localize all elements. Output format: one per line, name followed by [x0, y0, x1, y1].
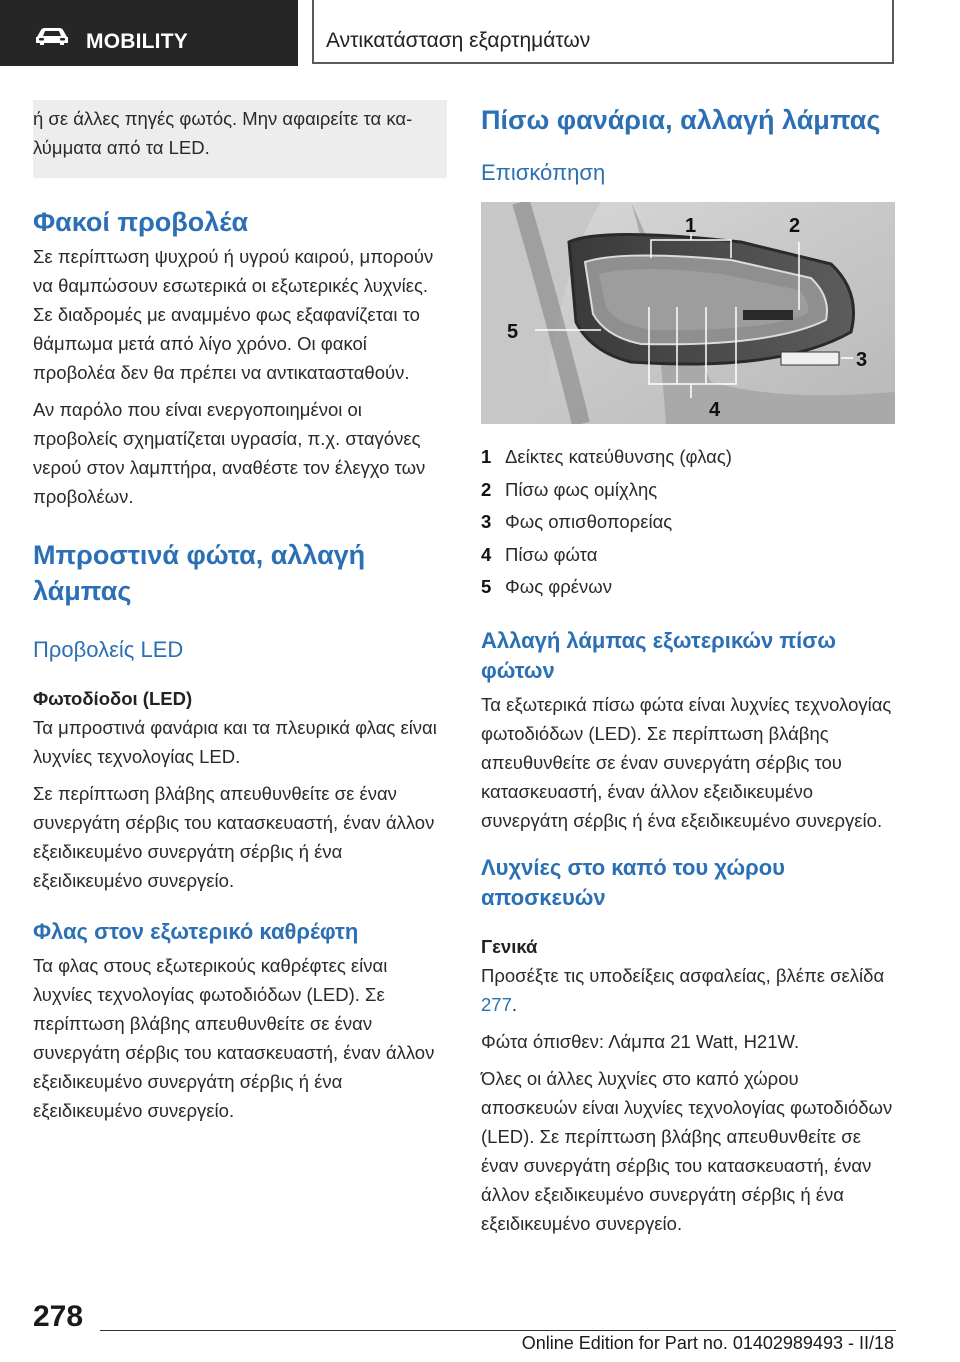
trunk-lights-heading-line-2: αποσκευών: [481, 884, 606, 910]
mirror-indicator-heading: Φλας στον εξωτερικό καθρέφτη: [33, 919, 359, 944]
note-line-2: λύμματα από τα LED.: [33, 137, 210, 158]
outer-rear-heading-line-2: φώτων: [481, 657, 555, 683]
legend-item: 4 Πίσω φώτα: [481, 543, 598, 565]
legend-item: 5 Φως φρένων: [481, 576, 612, 597]
note-box: [33, 100, 447, 178]
led-headlights-heading: Προβολείς LED: [33, 637, 184, 662]
callout-4: 4: [709, 399, 721, 421]
general-paragraph-2: Φώτα όπισθεν: Λάμπα 21 Watt, H21W.: [481, 1030, 800, 1052]
right-column: [481, 100, 895, 1246]
led-paragraph-1: Τα μπροστινά φανάρια και τα πλευρικά φλας είναι λυχνίες τεχνολογίας LED.: [33, 717, 437, 767]
legend-item: 1 Δείκτες κατεύθυνσης (φλας): [481, 446, 732, 467]
callout-5: 5: [507, 321, 519, 343]
section-tab: [0, 0, 298, 66]
trunk-lights-heading-line-1: Λυχνίες στο καπό του χώρου: [481, 854, 785, 880]
chapter-box: [312, 0, 894, 64]
legend-item: 2 Πίσω φως ομίχλης: [481, 478, 658, 500]
overview-heading: Επισκόπηση: [481, 160, 606, 185]
lenses-paragraph-2: Αν παρόλο που είναι ενεργοποιημένοι οι προβολείς σχηματίζεται υγρασία, π.χ. σταγόνες νερού στον λαμπτήρα, αναθέστε τον έλεγχο των προβολέων.: [33, 399, 426, 507]
chapter-title: Αντικατάσταση εξαρτημάτων: [326, 29, 591, 52]
lenses-paragraph-1: Σε περίπτωση ψυχρού ή υγρού καιρού, μπορούν να θαμπώσουν εσωτερικά οι εξωτερικές λυχνίες. Σε διαδρομές με αναμμένο φως εξαφανίζεται το θάμπωμα μετά από λίγο χρόνο. Οι φακοί προβολέα δεν θα πρέπει να αντικατασταθούν.: [33, 246, 434, 383]
led-paragraph-2: Σε περίπτωση βλάβης απευθυνθείτε σε έναν συνεργάτη σέρβις του κατασκευαστή, έναν άλλον εξειδικευμένο συνεργάτη σέρβις ή ένα εξειδικευμένο συνεργείο.: [33, 783, 435, 891]
general-paragraph-3: Όλες οι άλλες λυχνίες στο καπό χώρου αποσκευών είναι λυχνίες τεχνολογίας φωτοδιόδων (LED). Σε περίπτωση βλάβης απευθυνθείτε σε έναν συνεργάτη σέρβις του κατασκευαστή, έναν άλλον εξειδικευμένο συνεργάτη σέρβις ή ένα εξειδικευμένο συνεργείο.: [481, 1067, 893, 1234]
front-lights-heading-line-1: Μπροστινά φώτα, αλλαγή: [33, 540, 366, 570]
rear-lights-heading: Πίσω φανάρια, αλλαγή λάμπας: [481, 105, 881, 135]
lenses-heading: Φακοί προβολέα: [33, 207, 249, 237]
legend-item: 3 Φως οπισθοπορείας: [481, 511, 673, 532]
edition-info: Online Edition for Part no. 01402989493 - II/18: [521, 1333, 894, 1353]
car-icon: [34, 26, 70, 46]
left-column: [33, 100, 447, 1133]
led-subheading: Φωτοδίοδοι (LED): [33, 688, 193, 709]
page-header: [0, 0, 960, 66]
callout-3: 3: [856, 349, 868, 371]
callout-2: 2: [789, 215, 801, 237]
front-lights-heading-line-2: λάμπας: [33, 576, 132, 606]
outer-rear-paragraph: Τα εξωτερικά πίσω φώτα είναι λυχνίες τεχνολογίας φωτοδιόδων (LED). Σε περίπτωση βλάβης απευθυνθείτε σε έναν συνεργάτη σέρβις του κατασκευαστή, έναν άλλον εξειδικευμένο συνεργάτη σέρβις ή ένα εξειδικευμένο συνεργείο.: [481, 693, 892, 831]
section-label: MOBILITY: [86, 30, 188, 53]
tail-light-figure: [481, 202, 895, 424]
callout-1: 1: [685, 215, 697, 237]
general-subheading: Γενικά: [481, 935, 538, 957]
note-line-1: ή σε άλλες πηγές φωτός. Μην αφαιρείτε τα κα‐: [33, 108, 413, 129]
figure-legend: [481, 441, 895, 604]
page-number: 278: [33, 1300, 84, 1333]
mirror-paragraph-1: Τα φλας στους εξωτερικούς καθρέφτες είναι λυχνίες τεχνολογίας φωτοδιόδων (LED). Σε περίπτωση βλάβης απευθυνθείτε σε έναν συνεργάτη σέρβις του κατασκευαστή, έναν άλλον εξειδικευμένο συνεργάτη σέρβις ή ένα εξειδικευμένο συνεργείο.: [33, 955, 435, 1121]
outer-rear-heading-line-1: Αλλαγή λάμπας εξωτερικών πίσω: [481, 627, 836, 653]
footer-divider: [100, 1330, 896, 1331]
page-link[interactable]: 277: [481, 993, 512, 1015]
general-paragraph-1: Προσέξτε τις υποδείξεις ασφαλείας, βλέπε σελίδα 277.: [481, 964, 885, 1015]
